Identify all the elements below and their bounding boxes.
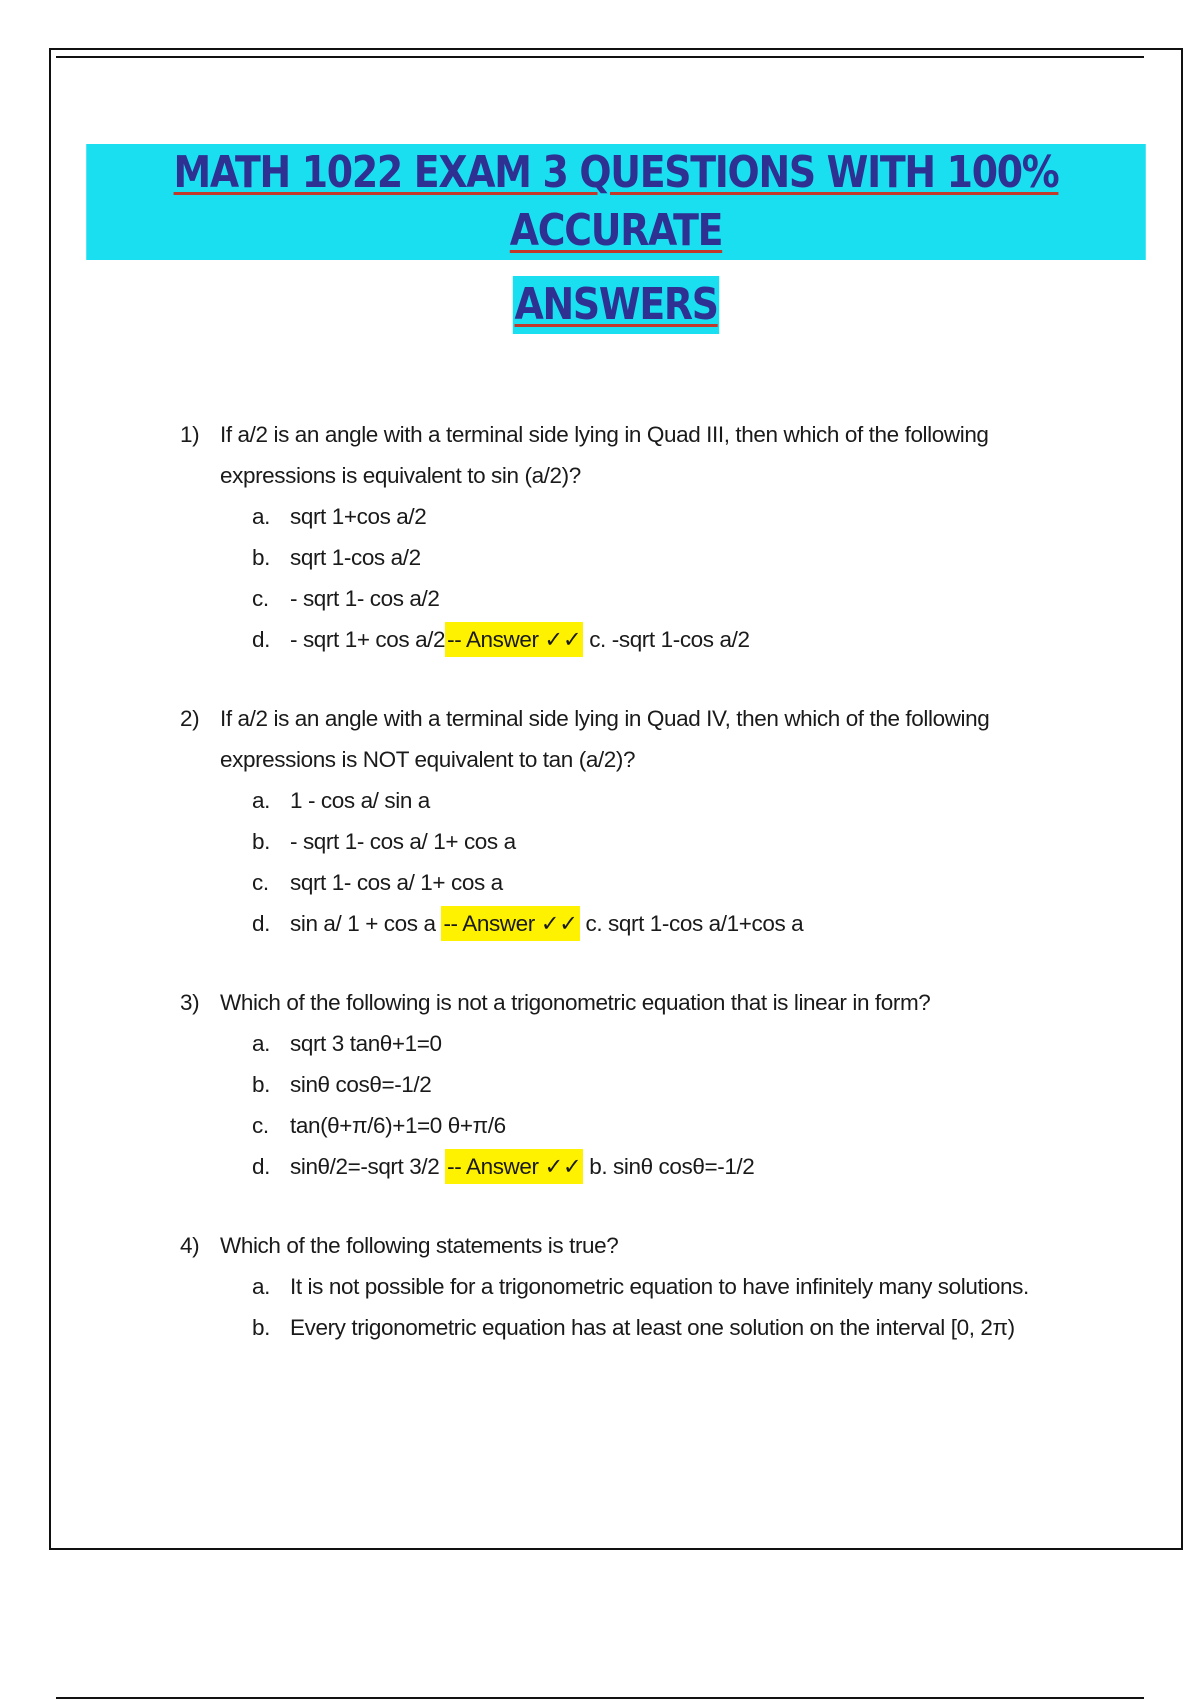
option-text: sqrt 3 tanθ+1=0 (290, 1031, 442, 1056)
option-a (252, 496, 1090, 537)
option-list (180, 780, 1090, 944)
answer-value: b. sinθ cosθ=-1/2 (589, 1154, 755, 1179)
question-number: 1) (180, 422, 200, 447)
option-text (290, 903, 1090, 944)
option-text: 1 - cos a/ sin a (290, 788, 430, 813)
question-text: Which of the following is not a trigonometric equation that is linear in form? (220, 990, 931, 1015)
option-c (252, 578, 1090, 619)
option-a (252, 1266, 1090, 1307)
option-letter: a. (252, 788, 270, 813)
question-number: 4) (180, 1233, 200, 1258)
option-list (180, 1266, 1090, 1348)
option-letter: b. (252, 545, 270, 570)
option-list (180, 496, 1090, 660)
question-number: 3) (180, 990, 200, 1015)
option-text: - sqrt 1- cos a/ 1+ cos a (290, 829, 516, 854)
option-text-value: sin a/ 1 + cos a (290, 911, 436, 936)
option-letter: b. (252, 829, 270, 854)
option-text-value: - sqrt 1+ cos a/2 (290, 627, 446, 652)
question-2 (180, 698, 1090, 944)
option-a (252, 1023, 1090, 1064)
option-a (252, 780, 1090, 821)
header-rule (56, 56, 1144, 58)
answer-marker: -- Answer ✓✓ (445, 1149, 583, 1184)
option-letter: d. (252, 627, 270, 652)
option-d (252, 903, 1090, 944)
question-text: If a/2 is an angle with a terminal side lying in Quad III, then which of the following expressions is equivalent to sin (a/2)? (220, 422, 989, 488)
option-letter: b. (252, 1315, 270, 1340)
option-text: tan(θ+π/6)+1=0 θ+π/6 (290, 1113, 506, 1138)
answer-value: c. -sqrt 1-cos a/2 (589, 627, 750, 652)
option-b (252, 537, 1090, 578)
option-text-value: sinθ/2=-sqrt 3/2 (290, 1154, 440, 1179)
option-letter: a. (252, 1274, 270, 1299)
option-text: - sqrt 1- cos a/2 (290, 586, 440, 611)
option-text: sqrt 1-cos a/2 (290, 545, 421, 570)
option-text: sqrt 1- cos a/ 1+ cos a (290, 870, 503, 895)
option-c (252, 1105, 1090, 1146)
answer-marker: -- Answer ✓✓ (445, 622, 583, 657)
option-d (252, 1146, 1090, 1187)
option-text: sinθ cosθ=-1/2 (290, 1072, 432, 1097)
option-letter: b. (252, 1072, 270, 1097)
option-letter: d. (252, 911, 270, 936)
option-letter: c. (252, 870, 269, 895)
option-list (180, 1023, 1090, 1187)
option-letter: a. (252, 1031, 270, 1056)
option-letter: c. (252, 586, 269, 611)
option-text: It is not possible for a trigonometric equation to have infinitely many solutions. (290, 1274, 1029, 1299)
title-line-1: MATH 1022 EXAM 3 QUESTIONS WITH 100% ACCURATE (86, 144, 1146, 260)
option-b (252, 1307, 1090, 1348)
question-3 (180, 982, 1090, 1187)
question-text: Which of the following statements is true? (220, 1233, 619, 1258)
option-c (252, 862, 1090, 903)
option-b (252, 821, 1090, 862)
question-text: If a/2 is an angle with a terminal side lying in Quad IV, then which of the following expressions is NOT equivalent to tan (a/2)? (220, 706, 990, 772)
footer-rule (56, 1697, 1144, 1699)
question-1 (180, 414, 1090, 660)
option-b (252, 1064, 1090, 1105)
question-4 (180, 1225, 1090, 1348)
option-text (290, 1146, 1090, 1187)
option-letter: a. (252, 504, 270, 529)
option-text: sqrt 1+cos a/2 (290, 504, 427, 529)
option-letter: d. (252, 1154, 270, 1179)
answer-marker: -- Answer ✓✓ (441, 906, 579, 941)
option-d (252, 619, 1090, 660)
title-line-2: ANSWERS (513, 276, 720, 334)
option-text (290, 619, 1090, 660)
option-letter: c. (252, 1113, 269, 1138)
answer-value: c. sqrt 1-cos a/1+cos a (585, 911, 804, 936)
document-title (0, 144, 1200, 334)
question-number: 2) (180, 706, 200, 731)
question-list (180, 414, 1090, 1386)
option-text: Every trigonometric equation has at least one solution on the interval [0, 2π) (290, 1315, 1015, 1340)
